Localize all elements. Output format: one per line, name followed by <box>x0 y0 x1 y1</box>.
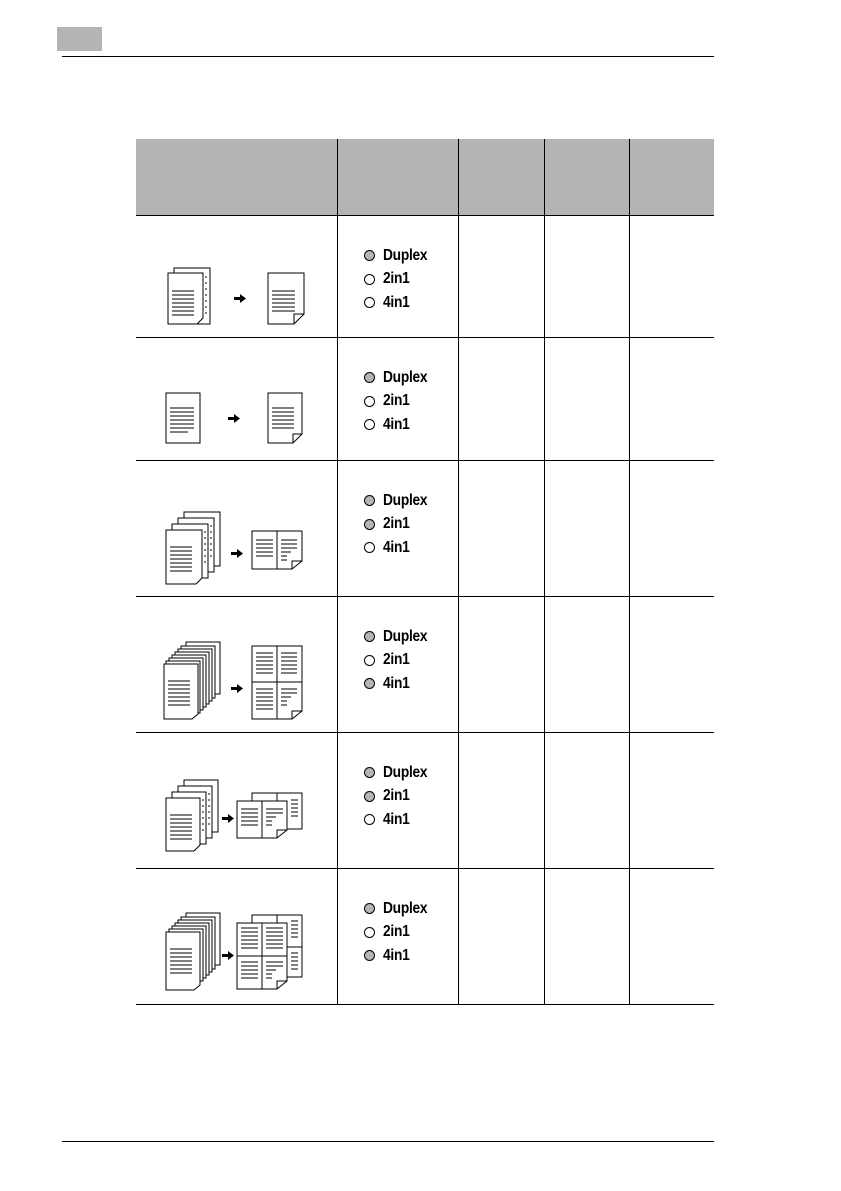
status-dot-icon <box>364 274 375 285</box>
mode-option-2in1: 2in1 <box>364 785 458 809</box>
diagram-cell <box>136 461 337 597</box>
status-dot-icon <box>364 927 375 938</box>
mode-option-2in1: 2in1 <box>364 390 458 414</box>
mode-options-cell <box>337 597 458 733</box>
header-cell-mode <box>337 139 458 216</box>
table-row <box>136 733 714 869</box>
empty-cell <box>544 338 629 461</box>
mode-options-cell <box>337 733 458 869</box>
empty-cell <box>544 216 629 338</box>
mode-option-duplex: Duplex <box>364 366 458 390</box>
status-dot-icon <box>364 372 375 383</box>
copy-mode-table <box>136 139 714 1005</box>
diagram-cell <box>136 869 337 1005</box>
header-rule <box>62 56 714 57</box>
table-row <box>136 597 714 733</box>
mode-options-cell <box>337 338 458 461</box>
header-cell-original <box>136 139 337 216</box>
empty-cell <box>629 733 714 869</box>
mode-option-2in1: 2in1 <box>364 268 458 292</box>
mode-option-4in1: 4in1 <box>364 808 458 832</box>
mode-option-duplex: Duplex <box>364 489 458 513</box>
header-cell-4 <box>544 139 629 216</box>
status-dot-icon <box>364 950 375 961</box>
empty-cell <box>458 597 544 733</box>
2in1-duplex-diagram <box>136 733 336 868</box>
simplex-to-duplex-diagram <box>136 338 336 460</box>
mode-option-2in1: 2in1 <box>364 921 458 945</box>
4in1-single-sided-diagram <box>136 597 336 732</box>
empty-cell <box>458 733 544 869</box>
mode-option-duplex: Duplex <box>364 244 458 268</box>
duplex-to-duplex-diagram <box>136 216 336 337</box>
status-dot-icon <box>364 495 375 506</box>
diagram-cell <box>136 733 337 869</box>
mode-option-list <box>338 461 458 560</box>
status-dot-icon <box>364 678 375 689</box>
table-row <box>136 338 714 461</box>
diagram-cell <box>136 216 337 338</box>
mode-option-2in1: 2in1 <box>364 513 458 537</box>
mode-option-list <box>338 733 458 832</box>
empty-cell <box>458 869 544 1005</box>
mode-option-duplex: Duplex <box>364 625 458 649</box>
empty-cell <box>458 338 544 461</box>
status-dot-icon <box>364 419 375 430</box>
empty-cell <box>629 597 714 733</box>
status-dot-icon <box>364 396 375 407</box>
empty-cell <box>629 338 714 461</box>
4in1-duplex-diagram <box>136 869 336 1004</box>
mode-option-4in1: 4in1 <box>364 536 458 560</box>
mode-option-4in1: 4in1 <box>364 672 458 696</box>
mode-options-cell <box>337 216 458 338</box>
mode-option-list <box>338 216 458 315</box>
mode-option-list <box>338 338 458 437</box>
mode-options-cell <box>337 461 458 597</box>
empty-cell <box>458 461 544 597</box>
table-row <box>136 216 714 338</box>
status-dot-icon <box>364 655 375 666</box>
header-cell-5 <box>629 139 714 216</box>
mode-option-4in1: 4in1 <box>364 944 458 968</box>
mode-option-4in1: 4in1 <box>364 413 458 437</box>
mode-option-4in1: 4in1 <box>364 291 458 315</box>
status-dot-icon <box>364 903 375 914</box>
diagram-cell <box>136 338 337 461</box>
empty-cell <box>544 869 629 1005</box>
empty-cell <box>544 461 629 597</box>
mode-option-list <box>338 597 458 696</box>
empty-cell <box>544 597 629 733</box>
status-dot-icon <box>364 297 375 308</box>
mode-option-duplex: Duplex <box>364 897 458 921</box>
mode-option-2in1: 2in1 <box>364 649 458 673</box>
empty-cell <box>629 461 714 597</box>
status-dot-icon <box>364 250 375 261</box>
page-tab-marker <box>57 27 102 51</box>
status-dot-icon <box>364 542 375 553</box>
status-dot-icon <box>364 791 375 802</box>
mode-options-cell <box>337 869 458 1005</box>
empty-cell <box>629 216 714 338</box>
diagram-cell <box>136 597 337 733</box>
empty-cell <box>458 216 544 338</box>
header-cell-3 <box>458 139 544 216</box>
table-row <box>136 869 714 1005</box>
status-dot-icon <box>364 814 375 825</box>
empty-cell <box>544 733 629 869</box>
footer-rule <box>62 1141 714 1142</box>
status-dot-icon <box>364 519 375 530</box>
empty-cell <box>629 869 714 1005</box>
status-dot-icon <box>364 631 375 642</box>
2in1-single-sided-diagram <box>136 461 336 596</box>
status-dot-icon <box>364 767 375 778</box>
table-header-row <box>136 139 714 216</box>
table-row <box>136 461 714 597</box>
mode-option-list <box>338 869 458 968</box>
mode-option-duplex: Duplex <box>364 761 458 785</box>
